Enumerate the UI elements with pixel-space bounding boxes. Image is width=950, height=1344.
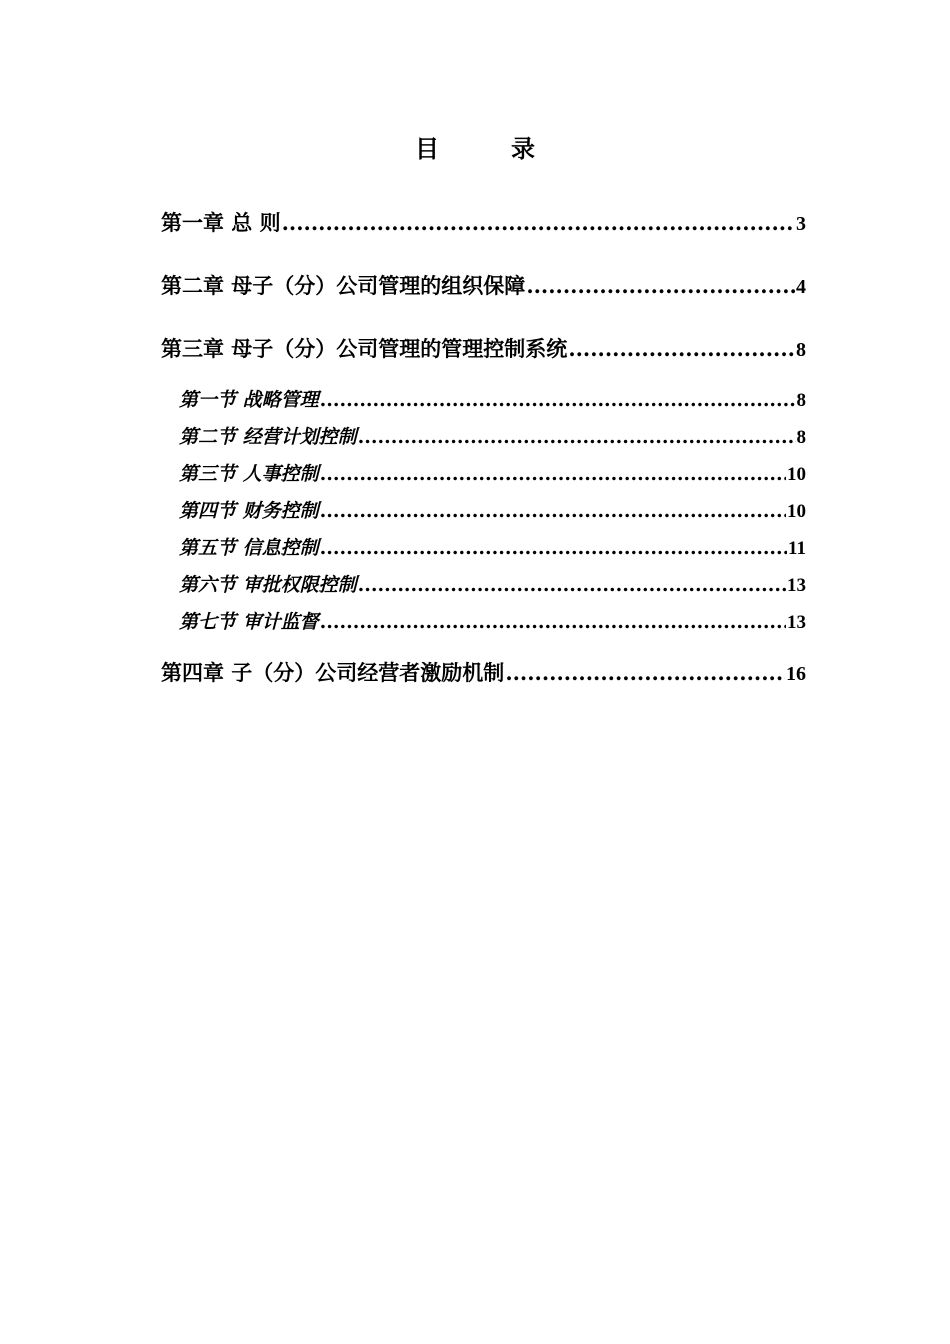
toc-entry-chapter-1[interactable] [161, 208, 806, 239]
toc-entry-chapter-2[interactable] [161, 271, 806, 302]
dot-leader [320, 461, 786, 487]
toc-page-number: 11 [788, 538, 806, 559]
toc-entry-label: 第一节 战略管理 [179, 389, 319, 411]
dot-leader [320, 609, 786, 635]
toc-entry-label: 第七节 审计监督 [179, 611, 319, 633]
toc-entry-section-3[interactable] [179, 461, 806, 488]
toc-page-number: 8 [796, 427, 806, 448]
toc-entry-label: 第三节 人事控制 [179, 463, 319, 485]
toc-entry-section-5[interactable] [179, 535, 806, 562]
toc-entry-label: 第三章 母子（分）公司管理的管理控制系统 [161, 336, 568, 361]
toc-entry-chapter-3[interactable] [161, 334, 806, 365]
toc-page-number: 16 [786, 663, 806, 685]
dot-leader [282, 208, 795, 238]
toc-page-number: 4 [796, 276, 806, 298]
toc-page-number: 10 [787, 501, 806, 522]
dot-leader [320, 535, 787, 561]
toc-page-number: 13 [787, 612, 806, 633]
toc-entry-label: 第二节 经营计划控制 [179, 426, 357, 448]
dot-leader [526, 271, 795, 301]
dot-leader [568, 334, 795, 364]
toc-page-number: 10 [787, 464, 806, 485]
toc-title: 目 录 [415, 134, 559, 163]
toc-entry-label: 第四章 子（分）公司经营者激励机制 [161, 660, 505, 685]
toc-entry-chapter-4[interactable] [161, 658, 806, 689]
toc-entry-section-4[interactable] [179, 498, 806, 525]
toc-entry-label: 第五节 信息控制 [179, 537, 319, 559]
dot-leader [358, 572, 786, 598]
dot-leader [320, 498, 786, 524]
toc-page-number: 8 [796, 339, 806, 361]
dot-leader [505, 658, 785, 688]
toc-entry-section-2[interactable] [179, 424, 806, 451]
dot-leader [320, 387, 796, 413]
toc-entry-label: 第一章 总 则 [161, 210, 281, 235]
toc-entry-section-7[interactable] [179, 609, 806, 636]
toc-entry-label: 第二章 母子（分）公司管理的组织保障 [161, 273, 526, 298]
toc-page-number: 3 [796, 213, 806, 235]
toc-page-number: 13 [787, 575, 806, 596]
toc-entry-section-1[interactable] [179, 387, 806, 414]
toc-page-number: 8 [796, 390, 806, 411]
toc-entry-label: 第四节 财务控制 [179, 500, 319, 522]
dot-leader [358, 424, 796, 450]
toc-entry-section-6[interactable] [179, 572, 806, 599]
toc-entry-label: 第六节 审批权限控制 [179, 574, 357, 596]
